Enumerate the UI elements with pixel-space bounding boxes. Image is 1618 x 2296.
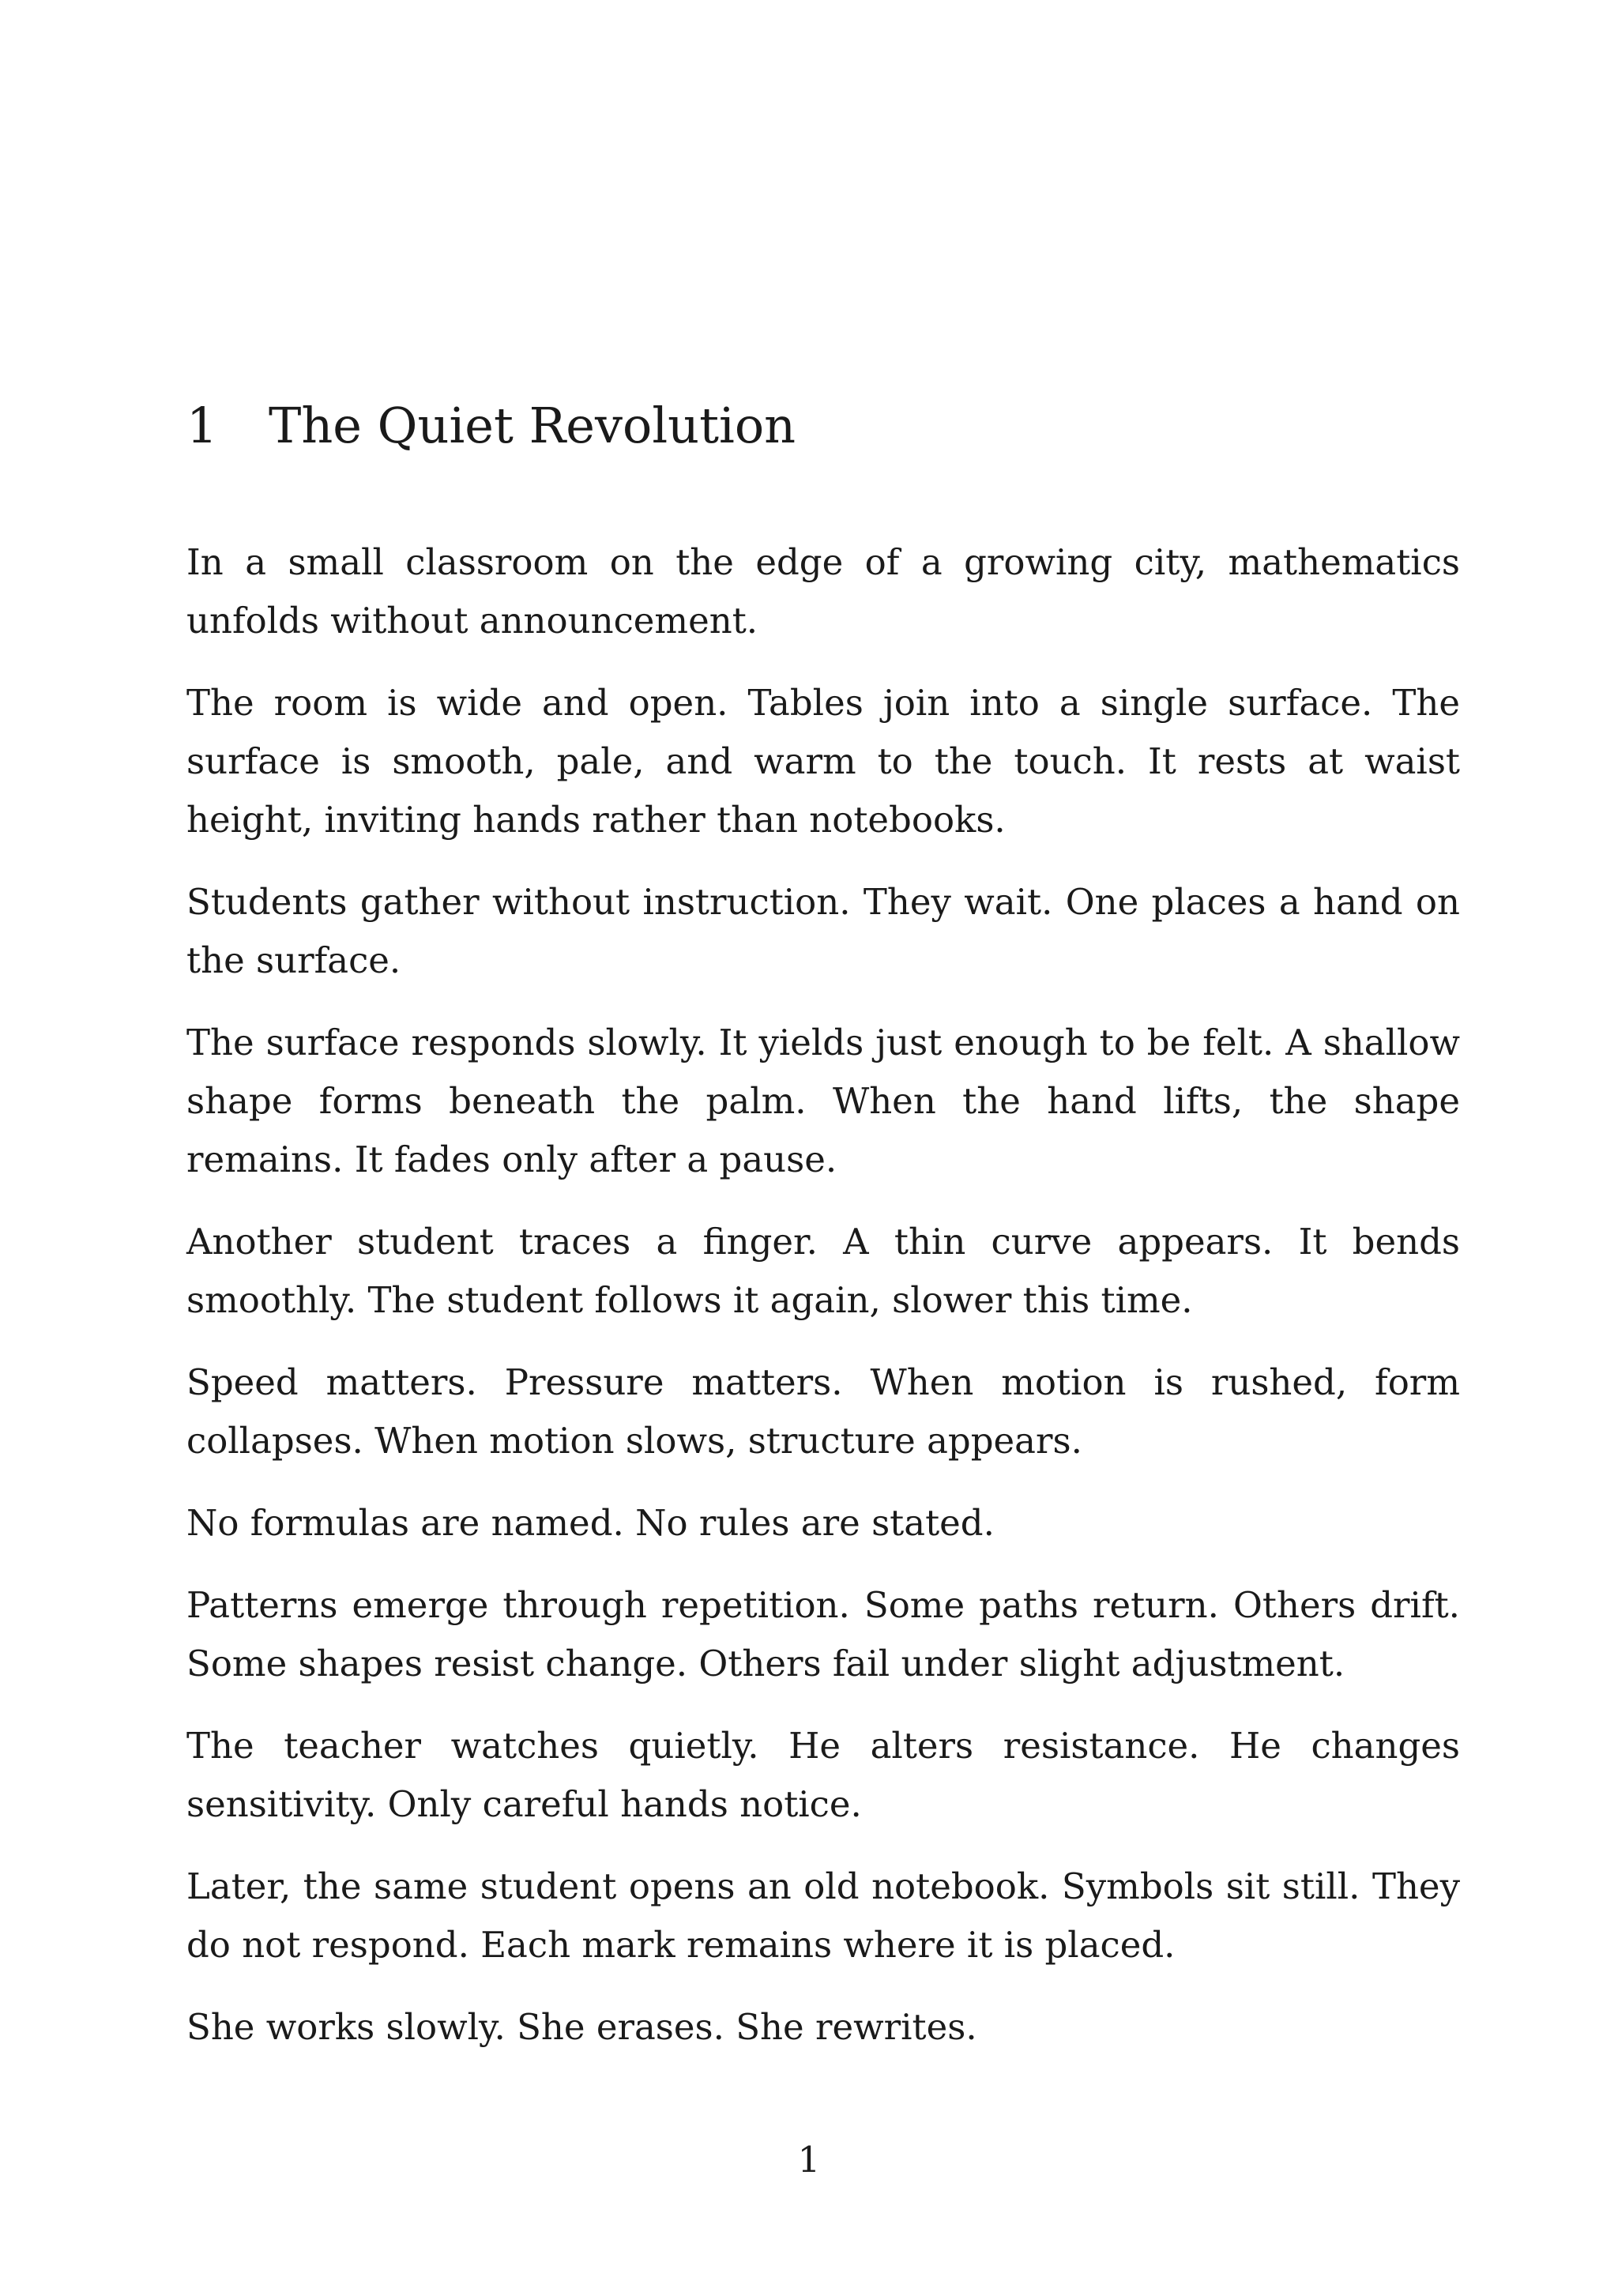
paragraph: Later, the same student opens an old notebook. Symbols sit still. They do not respond. Each mark remains where it is placed. bbox=[186, 1865, 1460, 1966]
paragraph: The room is wide and open. Tables join into a single surface. The surface is smooth, pale, and warm to the touch. It rests at waist height, inviting hands rather than notebooks. bbox=[186, 682, 1460, 841]
paragraph: No formulas are named. No rules are stated. bbox=[186, 1502, 995, 1544]
paragraph: In a small classroom on the edge of a growing city, mathematics unfolds without announcement. bbox=[186, 541, 1460, 642]
body-text bbox=[186, 533, 1460, 2080]
section-heading bbox=[186, 390, 796, 461]
section-title: The Quiet Revolution bbox=[269, 397, 796, 454]
paragraph: Speed matters. Pressure matters. When motion is rushed, form collapses. When motion slows, structure appears. bbox=[186, 1361, 1460, 1462]
paragraph: The teacher watches quietly. He alters resistance. He changes sensitivity. Only careful hands notice. bbox=[186, 1725, 1460, 1825]
paragraph: Another student traces a finger. A thin curve appears. It bends smoothly. The student follows it again, slower this time. bbox=[186, 1221, 1460, 1321]
paragraph: Students gather without instruction. They wait. One places a hand on the surface. bbox=[186, 881, 1460, 981]
paragraph: The surface responds slowly. It yields just enough to be felt. A shallow shape forms beneath the palm. When the hand lifts, the shape remains. It fades only after a pause. bbox=[186, 1022, 1460, 1180]
paragraph: She works slowly. She erases. She rewrites. bbox=[186, 2006, 977, 2048]
section-number: 1 bbox=[186, 397, 218, 454]
page-number: 1 bbox=[797, 2139, 821, 2181]
paragraph: Patterns emerge through repetition. Some paths return. Others drift. Some shapes resist change. Others fail under slight adjustment. bbox=[186, 1584, 1460, 1684]
